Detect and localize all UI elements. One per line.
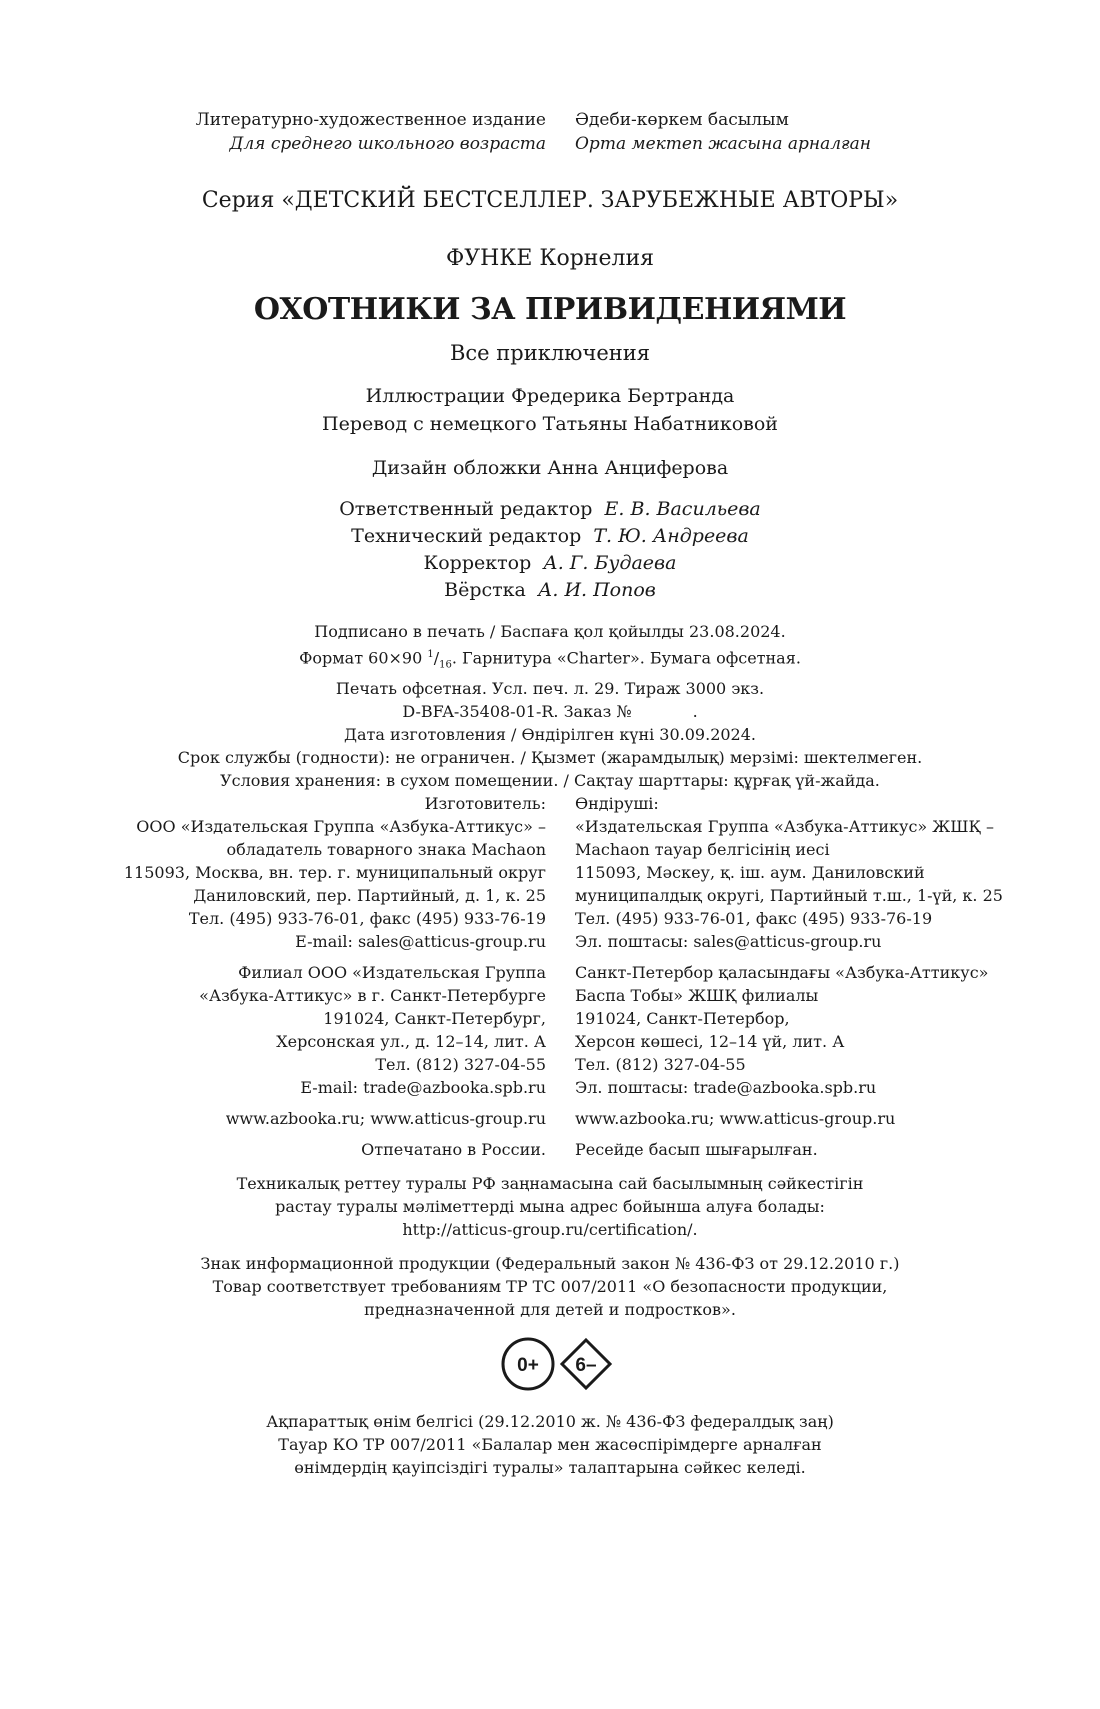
address-line: Тел. (812) 327-04-55 [575,1055,746,1074]
website-links[interactable]: www.azbooka.ru; www.atticus-group.ru [225,1109,546,1128]
address-line: Тел. (495) 933-76-01, факс (495) 933-76-19 [188,909,546,928]
signed-date: Подписано в печать / Баспаға қол қойылды 23.08.2024. [314,622,786,641]
age-group-ru: Для среднего школьного возраста [229,134,546,154]
printed-in: Ресейде басып шығарылған. [575,1140,818,1159]
header-left [196,108,546,156]
manufacture-date: Дата изготовления / Өндірілген күні 30.09.2024. [343,724,756,744]
law-line: Ақпараттық өнім белгісі (29.12.2010 ж. № 436-ФЗ федералдық заң) [266,1412,834,1431]
editor-name: А. Г. Будаева [543,552,677,574]
email-link[interactable]: E-mail: sales@atticus-group.ru [295,932,546,951]
email-link[interactable]: E-mail: trade@azbooka.spb.ru [300,1078,546,1097]
address-line: 115093, Мәскеу, қ. іш. аум. Даниловский [575,863,925,882]
address-line: Санкт-Петербор қаласындағы «Азбука-Аттикус» [575,963,989,982]
printing-line: Печать офсетная. Усл. печ. л. 29. Тираж 3000 экз. [335,678,765,698]
law-line: Тауар КО ТР 007/2011 «Балалар мен жасөспірімдерге арналған [278,1435,822,1454]
address-line: 115093, Москва, вн. тер. г. муниципальный округ [123,863,546,882]
service-life: Срок службы (годности): не ограничен. / Қызмет (жарамдылық) мерзімі: шектелмеген. [177,747,923,767]
editor-name: Т. Ю. Андреева [593,525,749,547]
address-line: Тел. (812) 327-04-55 [375,1055,546,1074]
format-suffix: . Гарнитура «Charter». Бумага офсетная. [451,648,801,668]
header-right [575,108,871,156]
editor-line [0,550,1100,577]
law-ru-block [0,1252,1100,1321]
address-line: Херсонская ул., д. 12–14, лит. А [276,1032,546,1051]
age-diamond-label: 6– [575,1355,597,1376]
format-prefix: Формат 60×90 [299,648,428,668]
address-line: Баспа Тобы» ЖШҚ филиалы [575,986,819,1005]
format-fraction-den: 16 [439,659,452,671]
order-line: D-BFA-35408-01-R. Заказ № . [402,701,698,721]
editor-line [0,496,1100,523]
print-info-block [0,620,1100,792]
law-line: предназначенной для детей и подростков». [364,1300,736,1319]
certification-block [0,1172,1100,1241]
edition-type-ru: Литературно-художественное издание [195,110,546,130]
email-link[interactable]: Эл. поштасы: trade@azbooka.spb.ru [575,1078,877,1097]
website-links[interactable]: www.azbooka.ru; www.atticus-group.ru [575,1109,896,1128]
address-line: 191024, Санкт-Петербор, [575,1009,790,1028]
editor-line [0,577,1100,604]
law-kz-block [0,1410,1100,1479]
age-group-kz: Орта мектеп жасына арналған [575,134,871,154]
editor-role: Технический редактор [351,525,582,547]
address-line: обладатель товарного знака Machaon [226,840,546,859]
editor-role: Вёрстка [444,579,526,601]
book-subtitle: Все приключения [449,341,651,365]
address-line: ООО «Издательская Группа «Азбука-Аттикус» – [136,817,546,836]
address-line: «Азбука-Аттикус» в г. Санкт-Петербурге [199,986,546,1005]
editor-name: А. И. Попов [537,579,656,601]
editor-name: Е. В. Васильева [604,498,761,520]
certification-url[interactable]: http://atticus-group.ru/certification/. [402,1220,698,1239]
law-line: өнімдердің қауіпсіздігі туралы» талаптарына сәйкес келеді. [294,1458,806,1477]
editor-role: Корректор [423,552,532,574]
age-rating-badges [500,1336,620,1392]
address-line: «Издательская Группа «Азбука-Аттикус» ЖШҚ – [575,817,994,836]
address-line: Даниловский, пер. Партийный, д. 1, к. 25 [193,886,546,905]
series-name: Серия «ДЕТСКИЙ БЕСТСЕЛЛЕР. ЗАРУБЕЖНЫЕ АВТОРЫ» [201,188,899,213]
illustrations-credit: Иллюстрации Фредерика Бертранда [365,385,735,407]
storage-conditions: Условия хранения: в сухом помещении. / Сақтау шарттары: құрғақ үй-жайда. [220,770,880,790]
edition-type-kz: Әдеби-көркем басылым [575,110,789,130]
address-right [575,792,1003,1161]
address-line: муниципалдық округі, Партийный т.ш., 1-үй, к. 25 [575,886,1003,905]
address-line: Өндіруші: [575,794,659,813]
format-line: Формат 60×90 $^1/_{16}$. Гарнитура «Charter». Бумага офсетная. [299,648,801,671]
certification-line: растау туралы мәліметтерді мына адрес бойынша алуға болады: [275,1197,825,1216]
editor-line [0,523,1100,550]
editor-role: Ответственный редактор [339,498,593,520]
address-line: Изготовитель: [424,794,546,813]
credits-block [0,382,1100,438]
address-left [124,792,546,1161]
author-name: ФУНКЕ Корнелия [446,246,654,271]
address-line: Machaon тауар белгісінің иесі [575,840,830,859]
law-line: Знак информационной продукции (Федеральный закон № 436-ФЗ от 29.12.2010 г.) [200,1254,900,1273]
law-line: Товар соответствует требованиям ТР ТС 007/2011 «О безопасности продукции, [212,1277,888,1296]
age-circle-label: 0+ [517,1355,539,1376]
editors-block [0,496,1100,604]
address-line: Херсон көшесі, 12–14 үй, лит. А [575,1032,845,1051]
book-title: ОХОТНИКИ ЗА ПРИВИДЕНИЯМИ [253,292,847,327]
translation-credit: Перевод с немецкого Татьяны Набатниковой [322,413,778,435]
certification-line: Техникалық реттеу туралы РФ заңнамасына сай басылымның сәйкестігін [236,1174,864,1193]
address-line: Тел. (495) 933-76-01, факс (495) 933-76-19 [575,909,933,928]
format-fraction-num: 1 [427,649,434,660]
email-link[interactable]: Эл. поштасы: sales@atticus-group.ru [575,932,882,951]
address-line: Филиал ООО «Издательская Группа [238,963,546,982]
cover-credit: Дизайн обложки Анна Анциферова [371,457,729,479]
address-line: 191024, Санкт-Петербург, [323,1009,546,1028]
age-rating-badge-graphic [500,1336,620,1392]
printed-in: Отпечатано в России. [361,1140,546,1159]
